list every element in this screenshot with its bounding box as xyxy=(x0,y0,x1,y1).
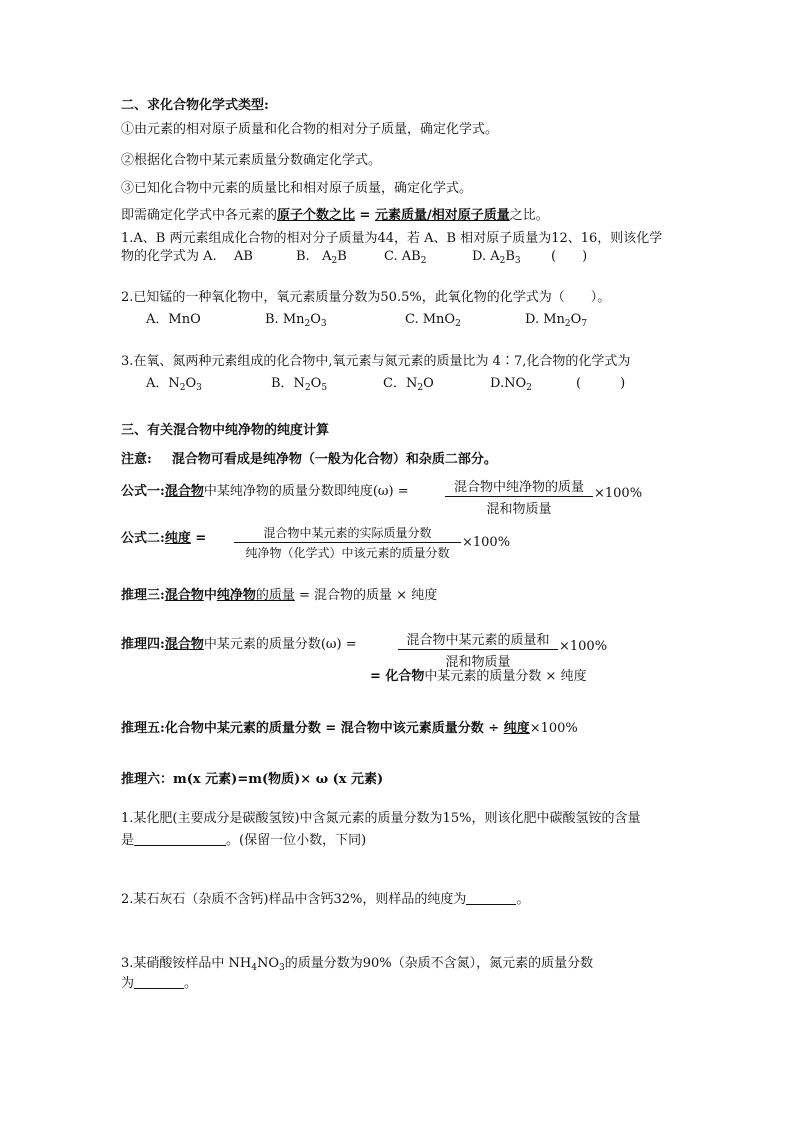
q3-stem: 3.在氧、氮两种元素组成的化合物中,氧元素与氮元素的质量比为 4∶7,化合物的化学式为 xyxy=(121,354,631,369)
q3-option-c-label: C．N xyxy=(383,376,418,391)
inference4-line2 xyxy=(370,668,587,686)
formula1-fraction-bar xyxy=(445,496,593,497)
sub-4: 4 xyxy=(251,963,257,973)
formula2-label: 公式二: xyxy=(121,531,165,546)
sub-5: 5 xyxy=(321,383,328,393)
formula2-percent: ×100% xyxy=(462,535,511,550)
q2-option-d: D. $Mn_2O_7$ xyxy=(525,312,588,329)
q3-option-b-label: B．N xyxy=(271,376,305,391)
sub-2: 2 xyxy=(455,319,461,329)
inference5-tail: ×100% xyxy=(529,721,578,736)
sub-2: 2 xyxy=(179,383,186,393)
q1-option-b-label: B. xyxy=(296,249,310,264)
q1-option-a: AB xyxy=(234,249,253,264)
q1-option-c-label: C. AB xyxy=(384,249,421,264)
note-line xyxy=(121,451,497,469)
inference4-mixture: 混合物 xyxy=(164,637,204,652)
inference5-label: 推理五: xyxy=(121,721,165,736)
inference4-label: 推理四: xyxy=(121,637,165,652)
practice2-answer-blank[interactable] xyxy=(466,892,516,905)
inference3-t2: 的质量 xyxy=(255,588,295,603)
q2-option-d-label: D. Mn xyxy=(525,312,565,327)
inference4 xyxy=(121,636,357,654)
practice3-line2-suffix: 。 xyxy=(184,976,198,991)
sub-2: 2 xyxy=(526,383,532,393)
formula2-numerator: 混合物中某元素的实际质量分数 xyxy=(263,526,432,540)
formula1-text: 中某纯净物的质量分数即纯度(ω) = xyxy=(203,484,409,499)
inference4-fraction xyxy=(398,629,558,670)
inference5-purity: 纯度 xyxy=(503,721,530,736)
practice2-prefix: 2.某石灰石（杂质不含钙)样品中含钙32%，则样品的纯度为 xyxy=(121,892,467,907)
inference3-t1: 中 xyxy=(203,588,217,603)
q2-option-b: B. $Mn_2O_3$ xyxy=(265,312,327,329)
sub-3: 3 xyxy=(196,383,202,393)
inference3-mixture: 混合物 xyxy=(164,588,204,603)
inference3-label: 推理三: xyxy=(121,588,165,603)
rule-suffix: 之比。 xyxy=(509,208,549,223)
rule-atoms: 原子个数之比 xyxy=(277,208,356,223)
inference5-text: 化合物中某元素的质量分数 = 混合物中该元素质量分数 ÷ xyxy=(164,721,504,736)
sub-2: 2 xyxy=(499,256,506,266)
q2-option-a: A．MnO xyxy=(146,312,201,327)
practice1-line2 xyxy=(121,832,366,850)
practice2-suffix: 。 xyxy=(516,892,530,907)
formula2-eq: = xyxy=(190,531,207,546)
section2-item-1: ①由元素的相对原子质量和化合物的相对分子质量，确定化学式。 xyxy=(121,122,499,137)
q1-option-d-label: D. A xyxy=(472,249,500,264)
section2-rule xyxy=(121,207,549,225)
formula1-numerator: 混合物中纯净物的质量 xyxy=(453,480,584,495)
q2-stem: 2.已知锰的一种氧化物中，氧元素质量分数为50.5%，此氧化物的化学式为（ ）。 xyxy=(121,290,611,305)
practice2 xyxy=(121,891,529,909)
q3-option-a: A．$N_2O_3$ xyxy=(146,376,202,393)
q3-option-d-label: D.NO xyxy=(490,376,527,391)
section3-title: 三、有关混合物中纯净物的纯度计算 xyxy=(121,423,330,438)
practice3-prefix: 3.某硝酸铵样品中 NH xyxy=(121,956,252,971)
practice1-line1: 1.某化肥(主要成分是碳酸氢铵)中含氮元素的质量分数为15%，则该化肥中碳酸氢铵的含量 xyxy=(121,811,641,826)
q1-option-d: D. $A_2B_3$ xyxy=(472,249,521,266)
q3-answer-paren: ( ) xyxy=(576,376,626,391)
inference4-numerator: 混合物中某元素的质量和 xyxy=(406,633,550,648)
q3-option-d xyxy=(490,375,532,397)
formula1 xyxy=(121,483,409,501)
formula2 xyxy=(121,530,206,548)
inference4-line2-prefix: = 化合物 xyxy=(370,669,425,684)
q3-option-c: C．$N_2O$ xyxy=(383,376,434,393)
q3-option-a-label: A．N xyxy=(146,376,180,391)
q3-option-b: B．$N_2O_5$ xyxy=(271,376,328,393)
rule-ratio: 元素质量/相对原子质量 xyxy=(374,208,510,223)
q1-option-c xyxy=(384,248,426,270)
inference4-denominator: 混和物质量 xyxy=(445,655,511,670)
sub-3: 3 xyxy=(514,256,521,266)
q1-line-2-prefix: 物的化学式为 A. xyxy=(121,249,217,264)
practice3-suffix: 的质量分数为90%（杂质不含氮），氮元素的质量分数 xyxy=(284,956,594,971)
sub-3: 3 xyxy=(279,963,285,973)
sub-2: 2 xyxy=(564,319,571,329)
q1-answer-paren: ( ) xyxy=(551,249,588,264)
sub-3: 3 xyxy=(320,319,327,329)
section2-item-2: ②根据化合物中某元素质量分数确定化学式。 xyxy=(121,153,382,168)
inference4-percent: ×100% xyxy=(559,639,608,654)
practice3-mid: NO xyxy=(256,956,280,971)
q2-option-b-label: B. Mn xyxy=(265,312,305,327)
formula2-fraction-bar xyxy=(234,542,461,543)
formula2-purity: 纯度 xyxy=(164,531,191,546)
formula1-fraction xyxy=(445,476,593,517)
practice3-line1 xyxy=(121,955,593,977)
practice1-prefix: 是 xyxy=(121,833,135,848)
sub-2: 2 xyxy=(331,256,338,266)
inference6: 推理六：m(x 元素)=m(物质)× ω (x 元素) xyxy=(121,772,384,787)
practice1-suffix: 。(保留一位小数，下同) xyxy=(226,833,367,848)
q2-option-c-label: C. MnO xyxy=(405,312,456,327)
formula1-percent: ×100% xyxy=(594,486,643,501)
section2-item-3: ③已知化合物中元素的质量比和相对原子质量，确定化学式。 xyxy=(121,181,473,196)
inference3 xyxy=(121,587,437,605)
inference3-t3: = 混合物的质量 × 纯度 xyxy=(294,588,438,603)
formula1-denominator: 混和物质量 xyxy=(486,502,552,517)
inference4-fraction-bar xyxy=(398,649,558,650)
inference5 xyxy=(121,720,578,738)
sub-2: 2 xyxy=(304,383,311,393)
sub-2: 2 xyxy=(417,383,424,393)
rule-prefix: 即需确定化学式中各元素的 xyxy=(121,208,278,223)
section2-title: 二、求化合物化学式类型: xyxy=(121,98,269,113)
note-text: 混合物可看成是纯净物（一般为化合物）和杂质二部分。 xyxy=(171,452,497,467)
rule-eq: = xyxy=(355,208,375,223)
q1-line-1: 1.A、B 两元素组成化合物的相对分子质量为44，若 A、B 相对原子质量为12、16，则该化学 xyxy=(121,231,663,246)
practice3-answer-blank[interactable] xyxy=(134,976,184,989)
practice3-line2 xyxy=(121,975,197,993)
formula2-fraction xyxy=(234,524,461,561)
sub-2: 2 xyxy=(420,256,427,266)
note-label: 注意: xyxy=(121,452,152,467)
practice3-line2-prefix: 为 xyxy=(121,976,135,991)
inference3-pure: 纯净物 xyxy=(216,588,256,603)
sub-2: 2 xyxy=(304,319,311,329)
q2-option-c xyxy=(405,311,461,333)
formula1-label: 公式一: xyxy=(121,484,165,499)
inference4-text: 中某元素的质量分数(ω) = xyxy=(203,637,357,652)
sub-7: 7 xyxy=(581,319,588,329)
formula1-mixture: 混合物 xyxy=(164,484,204,499)
inference4-line2-text: 中某元素的质量分数 × 纯度 xyxy=(424,669,587,684)
practice1-answer-blank[interactable] xyxy=(134,833,226,846)
q1-option-b: B. $A_2B$ xyxy=(296,249,347,266)
formula2-denominator: 纯净物（化学式）中该元素的质量分数 xyxy=(245,546,450,560)
